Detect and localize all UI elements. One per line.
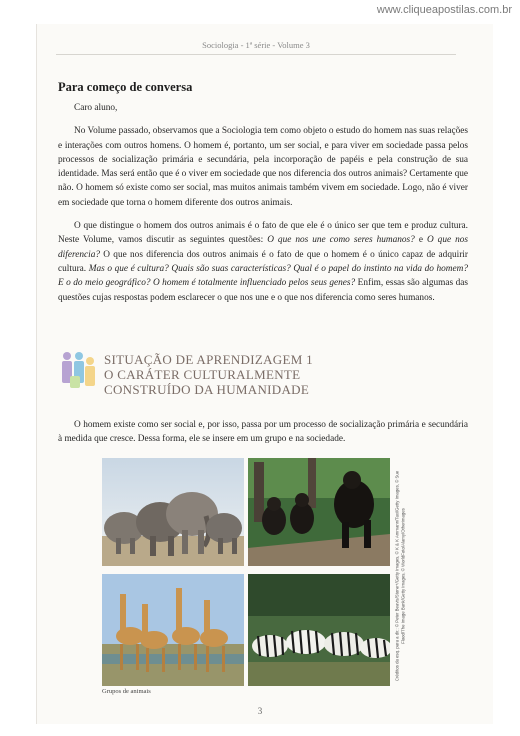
paragraph-2-part: O que distingue o homem dos outros animais é o fato de que ele é o único ser que tem e produz cultura. Neste Volume, vamos discutir as seguintes questões: [58, 221, 468, 246]
paragraph-2 [58, 219, 468, 305]
greeting: Caro aluno, [74, 103, 118, 113]
paragraph-2-part: Enfim, essas são algumas das questões cujas respostas podem esclarecer o que nos une e o que nos diferencia como seres humanos. [58, 278, 468, 303]
intro-text [58, 101, 468, 305]
situation-title-line: SITUAÇÃO DE APRENDIZAGEM 1 [104, 352, 313, 367]
situation-title-line: CONSTRUÍDO DA HUMANIDADE [104, 382, 310, 397]
questions-culture: Mas o que é cultura? Quais são suas características? Qual é o papel do instinto na vida do homem? E o do meio geográfico? O homem é totalmente influenciado pelos seus genes? [58, 263, 468, 289]
people-group-icon [58, 350, 98, 390]
situation-heading [58, 348, 468, 408]
paragraph-3: O homem existe como ser social e, por isso, passa por um processo de socialização primária e secundária à medida que cresce. Dessa forma, ele se insere em um grupo e na sociedade. [58, 420, 468, 445]
elephants-photo [102, 458, 244, 566]
zebras-photo [248, 574, 390, 686]
paragraph-1: No Volume passado, observamos que a Sociologia tem como objeto o estudo do homem nas suas relações e interações com outros homens. O homem é, portanto, um ser social, e para viver em sociedade passa pelos processos de socialização primária e secundária, pela incorporação de papéis e pela construção de sua identidade. Mas será então que é o viver em sociedade que nos diferencia dos outros animais? Certamente que não. O homem só existe como ser social, mas muitos animais também vivem em sociedade. Logo, não é viver em sociedade que torna o homem diferente dos outros animais. [58, 126, 468, 208]
photo-credits [390, 470, 410, 682]
chimpanzees-photo [248, 458, 390, 566]
question-difference: O que nos diferencia? [58, 235, 469, 260]
giraffes-photo [102, 574, 244, 686]
section-title: Para começo de conversa [58, 80, 193, 94]
question-union: O que nos une como seres humanos? [267, 235, 415, 246]
paragraph-2-part: O que nos diferencia dos outros animais é o fato de que o homem é o único capaz de adquirir cultura. [58, 249, 468, 274]
situation-title [104, 352, 313, 397]
situation-text [58, 418, 468, 447]
watermark: www.cliqueapostilas.com.br [376, 4, 512, 16]
page-number: 3 [257, 706, 263, 716]
running-head: Sociologia - 1ª série - Volume 3 [202, 40, 310, 50]
animal-photo-grid [102, 458, 398, 688]
photo-credits-text: Créditos da esq. para a dir.: © Peter Beavis/Stone+/Getty Images, © K & K Ammann/Taxi/Getty Images, © Sue Flood/The Image Bank/Getty Images, © WorldFoto/Alamy/Otherimages [394, 470, 405, 682]
photo-caption: Grupos de animais [102, 688, 151, 695]
header-divider [56, 54, 456, 55]
situation-title-line: O CARÁTER CULTURALMENTE [104, 367, 301, 382]
paragraph-2-part: e [414, 235, 427, 246]
